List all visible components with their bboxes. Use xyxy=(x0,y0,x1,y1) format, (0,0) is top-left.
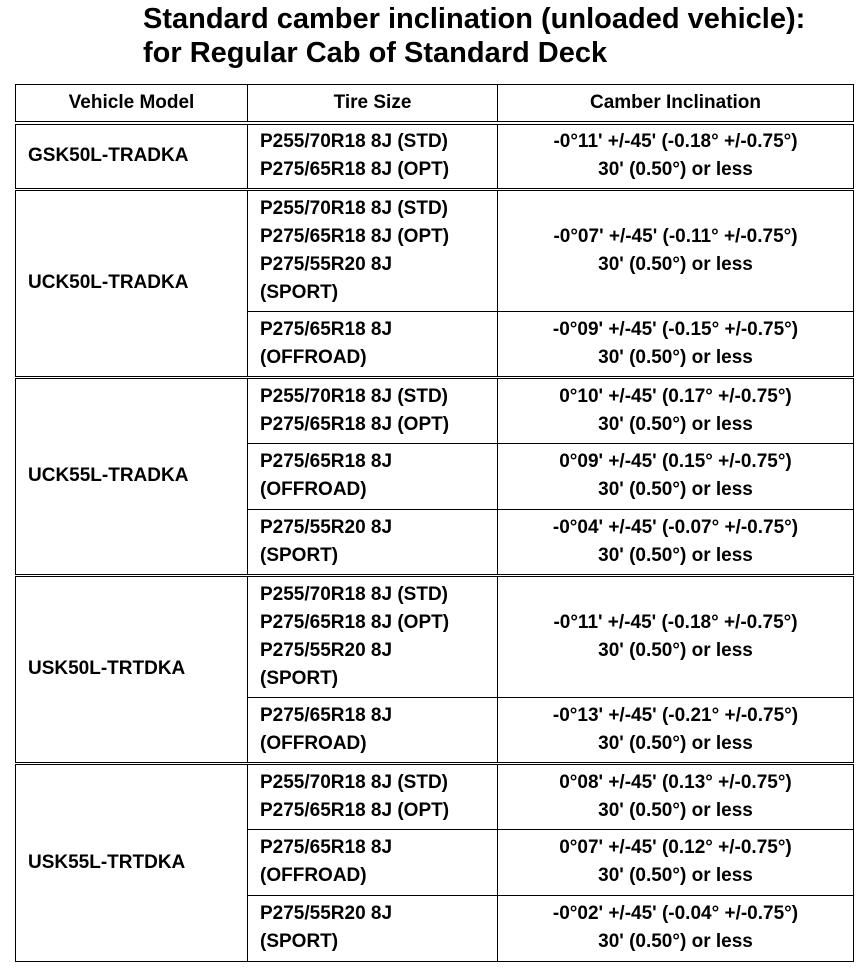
tire-size-cell xyxy=(248,763,498,829)
camber-value-line: 0°10' +/-45' (0.17° +/-0.75°) xyxy=(559,385,792,407)
table-row xyxy=(16,377,854,443)
camber-value-line: 30' (0.50°) or less xyxy=(598,346,753,368)
tire-size-cell xyxy=(248,509,498,575)
tire-size-line: (SPORT) xyxy=(260,281,339,303)
tire-size-line: P255/70R18 8J (STD) xyxy=(260,131,448,153)
tire-size-line: (OFFROAD) xyxy=(260,865,367,886)
table-row xyxy=(16,123,854,189)
tire-size-cell xyxy=(248,377,498,443)
camber-value-line: -0°07' +/-45' (-0.11° +/-0.75°) xyxy=(553,225,798,247)
camber-value-line: 30' (0.50°) or less xyxy=(598,799,753,821)
camber-value-line: -0°02' +/-45' (-0.04° +/-0.75°) xyxy=(552,903,799,924)
tire-size-line: P275/55R20 8J xyxy=(260,253,393,275)
camber-value-line: 0°08' +/-45' (0.13° +/-0.75°) xyxy=(559,771,792,793)
camber-spec-table xyxy=(15,84,854,962)
tire-size-line: P255/70R18 8J (STD) xyxy=(260,771,448,793)
camber-inclination-cell xyxy=(498,123,854,189)
vehicle-model-cell: UCK50L-TRADKA xyxy=(16,189,248,377)
vehicle-model-cell: USK55L-TRTDKA xyxy=(16,763,248,961)
camber-inclination-cell xyxy=(498,895,854,961)
camber-inclination-cell xyxy=(498,697,854,763)
tire-size-line: (OFFROAD) xyxy=(260,732,367,754)
camber-value-line: 30' (0.50°) or less xyxy=(598,931,753,952)
camber-value-line: 30' (0.50°) or less xyxy=(598,253,753,275)
camber-value-line: 0°09' +/-45' (0.15° +/-0.75°) xyxy=(559,451,792,472)
table-row xyxy=(16,763,854,829)
camber-inclination-cell xyxy=(498,189,854,311)
tire-size-cell xyxy=(248,123,498,189)
camber-inclination-cell xyxy=(498,763,854,829)
camber-value-line: 30' (0.50°) or less xyxy=(598,479,753,500)
tire-size-line: P275/55R20 8J xyxy=(260,639,393,661)
camber-value-line: 30' (0.50°) or less xyxy=(598,413,753,435)
camber-value-line: -0°11' +/-45' (-0.18° +/-0.75°) xyxy=(553,611,798,633)
tire-size-cell xyxy=(248,895,498,961)
tire-size-line: (OFFROAD) xyxy=(260,346,367,368)
header-row xyxy=(16,85,854,124)
tire-size-cell xyxy=(248,443,498,509)
header-tire-size: Tire Size xyxy=(248,85,498,124)
tire-size-line: P275/65R18 8J (OPT) xyxy=(260,159,450,181)
vehicle-model-cell: GSK50L-TRADKA xyxy=(16,123,248,189)
tire-size-line: (OFFROAD) xyxy=(260,479,367,500)
title-line-2: for Regular Cab of Standard Deck xyxy=(143,37,608,69)
tire-size-line: P255/70R18 8J (STD) xyxy=(260,583,448,605)
tire-size-line: P275/65R18 8J (OPT) xyxy=(260,413,450,435)
camber-value-line: 0°07' +/-45' (0.12° +/-0.75°) xyxy=(559,837,792,858)
tire-size-line: P275/65R18 8J (OPT) xyxy=(260,611,450,633)
camber-value-line: -0°09' +/-45' (-0.15° +/-0.75°) xyxy=(552,318,799,340)
camber-value-line: 30' (0.50°) or less xyxy=(598,639,753,661)
tire-size-line: P275/55R20 8J xyxy=(260,516,393,538)
title-line-1: Standard camber inclination (unloaded vehicle): xyxy=(143,3,806,35)
table-row xyxy=(16,575,854,697)
camber-inclination-cell xyxy=(498,829,854,895)
tire-size-cell xyxy=(248,829,498,895)
camber-value-line: -0°04' +/-45' (-0.07° +/-0.75°) xyxy=(552,516,799,538)
camber-inclination-cell xyxy=(498,311,854,377)
camber-inclination-cell xyxy=(498,377,854,443)
camber-inclination-cell xyxy=(498,575,854,697)
tire-size-line: P255/70R18 8J (STD) xyxy=(260,197,448,219)
camber-value-line: -0°13' +/-45' (-0.21° +/-0.75°) xyxy=(552,704,799,726)
camber-value-line: 30' (0.50°) or less xyxy=(598,865,753,886)
tire-size-cell xyxy=(248,311,498,377)
tire-size-line: P275/65R18 8J xyxy=(260,318,393,340)
tire-size-cell xyxy=(248,575,498,697)
tire-size-line: (SPORT) xyxy=(260,931,339,952)
tire-size-line: P275/65R18 8J xyxy=(260,837,393,858)
tire-size-line: P275/65R18 8J (OPT) xyxy=(260,799,450,821)
tire-size-line: P275/55R20 8J xyxy=(260,903,393,924)
camber-value-line: 30' (0.50°) or less xyxy=(598,732,753,754)
tire-size-line: P275/65R18 8J (OPT) xyxy=(260,225,450,247)
camber-value-line: 30' (0.50°) or less xyxy=(598,159,753,181)
tire-size-cell xyxy=(248,189,498,311)
tire-size-line: P275/65R18 8J xyxy=(260,451,393,472)
tire-size-line: (SPORT) xyxy=(260,667,339,689)
camber-value-line: 30' (0.50°) or less xyxy=(598,544,753,566)
camber-inclination-cell xyxy=(498,509,854,575)
camber-value-line: -0°11' +/-45' (-0.18° +/-0.75°) xyxy=(553,131,798,153)
table-row xyxy=(16,189,854,311)
tire-size-line: P275/65R18 8J xyxy=(260,704,393,726)
tire-size-line: (SPORT) xyxy=(260,544,339,566)
header-camber-inclination: Camber Inclination xyxy=(498,85,854,124)
page-title xyxy=(143,2,805,70)
table-body xyxy=(16,123,854,961)
camber-inclination-cell xyxy=(498,443,854,509)
tire-size-cell xyxy=(248,697,498,763)
vehicle-model-cell: USK50L-TRTDKA xyxy=(16,575,248,763)
vehicle-model-cell: UCK55L-TRADKA xyxy=(16,377,248,575)
header-vehicle-model: Vehicle Model xyxy=(16,85,248,124)
tire-size-line: P255/70R18 8J (STD) xyxy=(260,385,448,407)
